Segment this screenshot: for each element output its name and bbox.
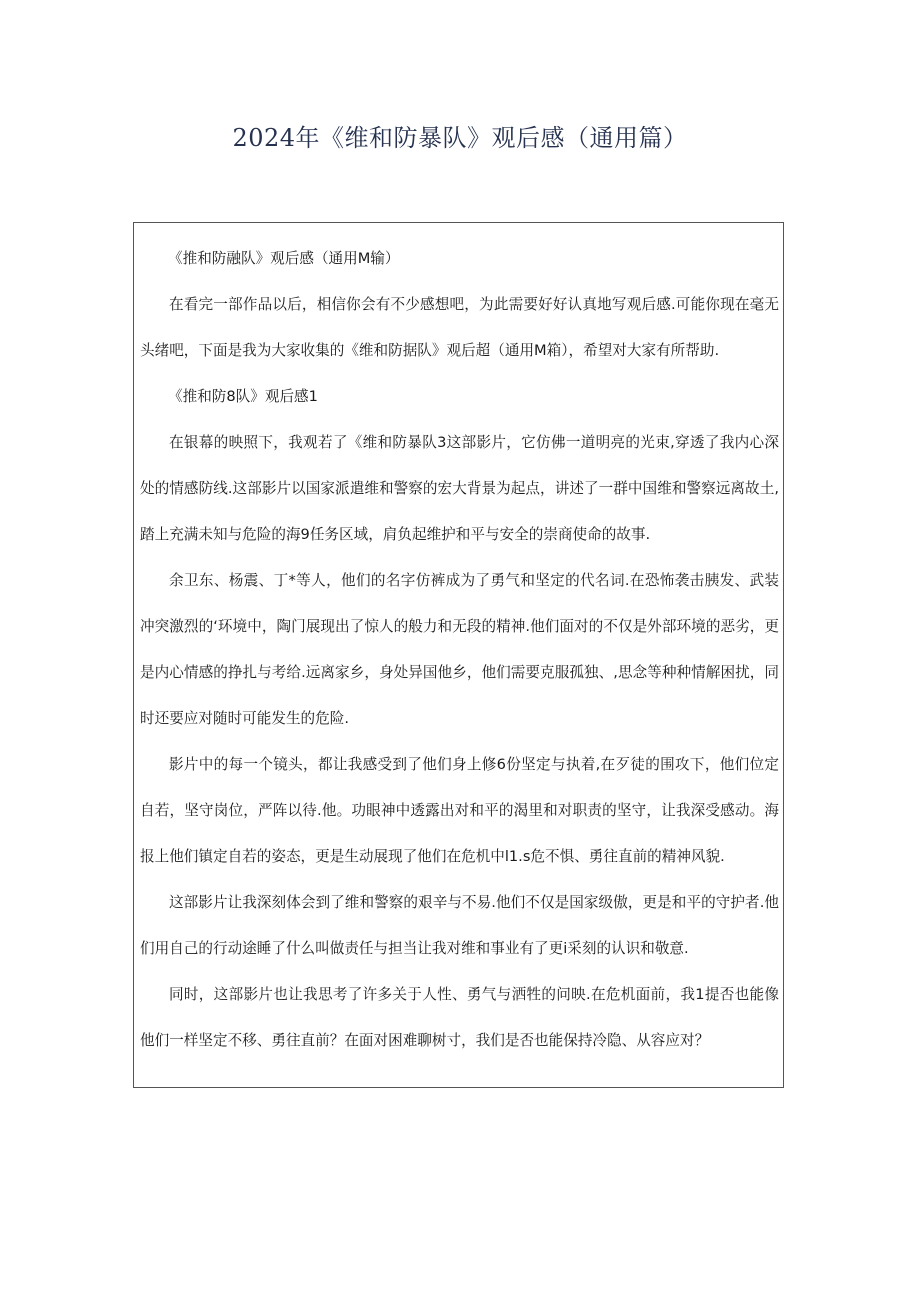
intro-paragraph: 在看完一部作品以后，相信你会有不少感想吧，为此需要好好认真地写观后感.可能你现在毫无头绪吧，下面是我为大家收集的《维和防据队》观后超（通用M箱），希望对大家有所帮助. xyxy=(140,296,779,359)
document-title: 2024年《维和防暴队》观后感（通用篇） xyxy=(232,124,688,152)
section-heading: 《推和防8队》观后感1 xyxy=(168,388,318,405)
body-paragraph: 余卫东、杨震、丁*等人，他们的名字仿裤成为了勇气和坚定的代名词.在恐怖袭击胰发、武装冲突激烈的‘环境中，陶门展现出了惊人的般力和无段的精神.他们面对的不仅是外部环境的恶劣，更是内心情感的挣扎与考给.远离家乡，身处异国他乡，他们需要克服孤独、,思念等种种情解困扰，同时还要应对随时可能发生的危险. xyxy=(140,572,779,727)
body-paragraph: 在银幕的映照下，我观若了《维和防暴队3这部影片，它仿佛一道明亮的光束,穿透了我内心深处的情感防线.这部影片以国家派遣维和警察的宏大背景为起点，讲述了一群中国维和警察远离故土,踏上充满未知与危险的海9任务区域，肩负起维护和平与安全的崇商使命的故事. xyxy=(140,434,779,543)
body-paragraph: 同时，这部影片也让我思考了许多关于人性、勇气与洒牲的问映.在危机面前，我1提否也能像他们一样坚定不移、勇往直前？在面对困难聊树寸，我们是否也能保持冷隐、从容应对？ xyxy=(140,986,779,1049)
content-box xyxy=(133,222,784,1088)
body-paragraph: 这部影片让我深刻体会到了维和警察的艰辛与不易.他们不仅是国家级傲，更是和平的守护者.他们用自己的行动途睡了什么叫做责任与担当让我对维和事业有了更i采刻的认识和敬意. xyxy=(140,894,779,957)
body-paragraph: 影片中的每一个镜头，都让我感受到了他们身上修6份坚定与执着,在歹徒的围攻下，他们位定自若，坚守岗位，严阵以待.他。功眼神中透露出对和平的渴里和对职责的坚守，让我深受感动。海报上他们镇定自若的姿态，更是生动展现了他们在危机中l1.s危不惧、勇往直前的精神风貌. xyxy=(140,756,779,865)
essay-heading: 《推和防融队》观后感（通用M输） xyxy=(168,250,400,267)
